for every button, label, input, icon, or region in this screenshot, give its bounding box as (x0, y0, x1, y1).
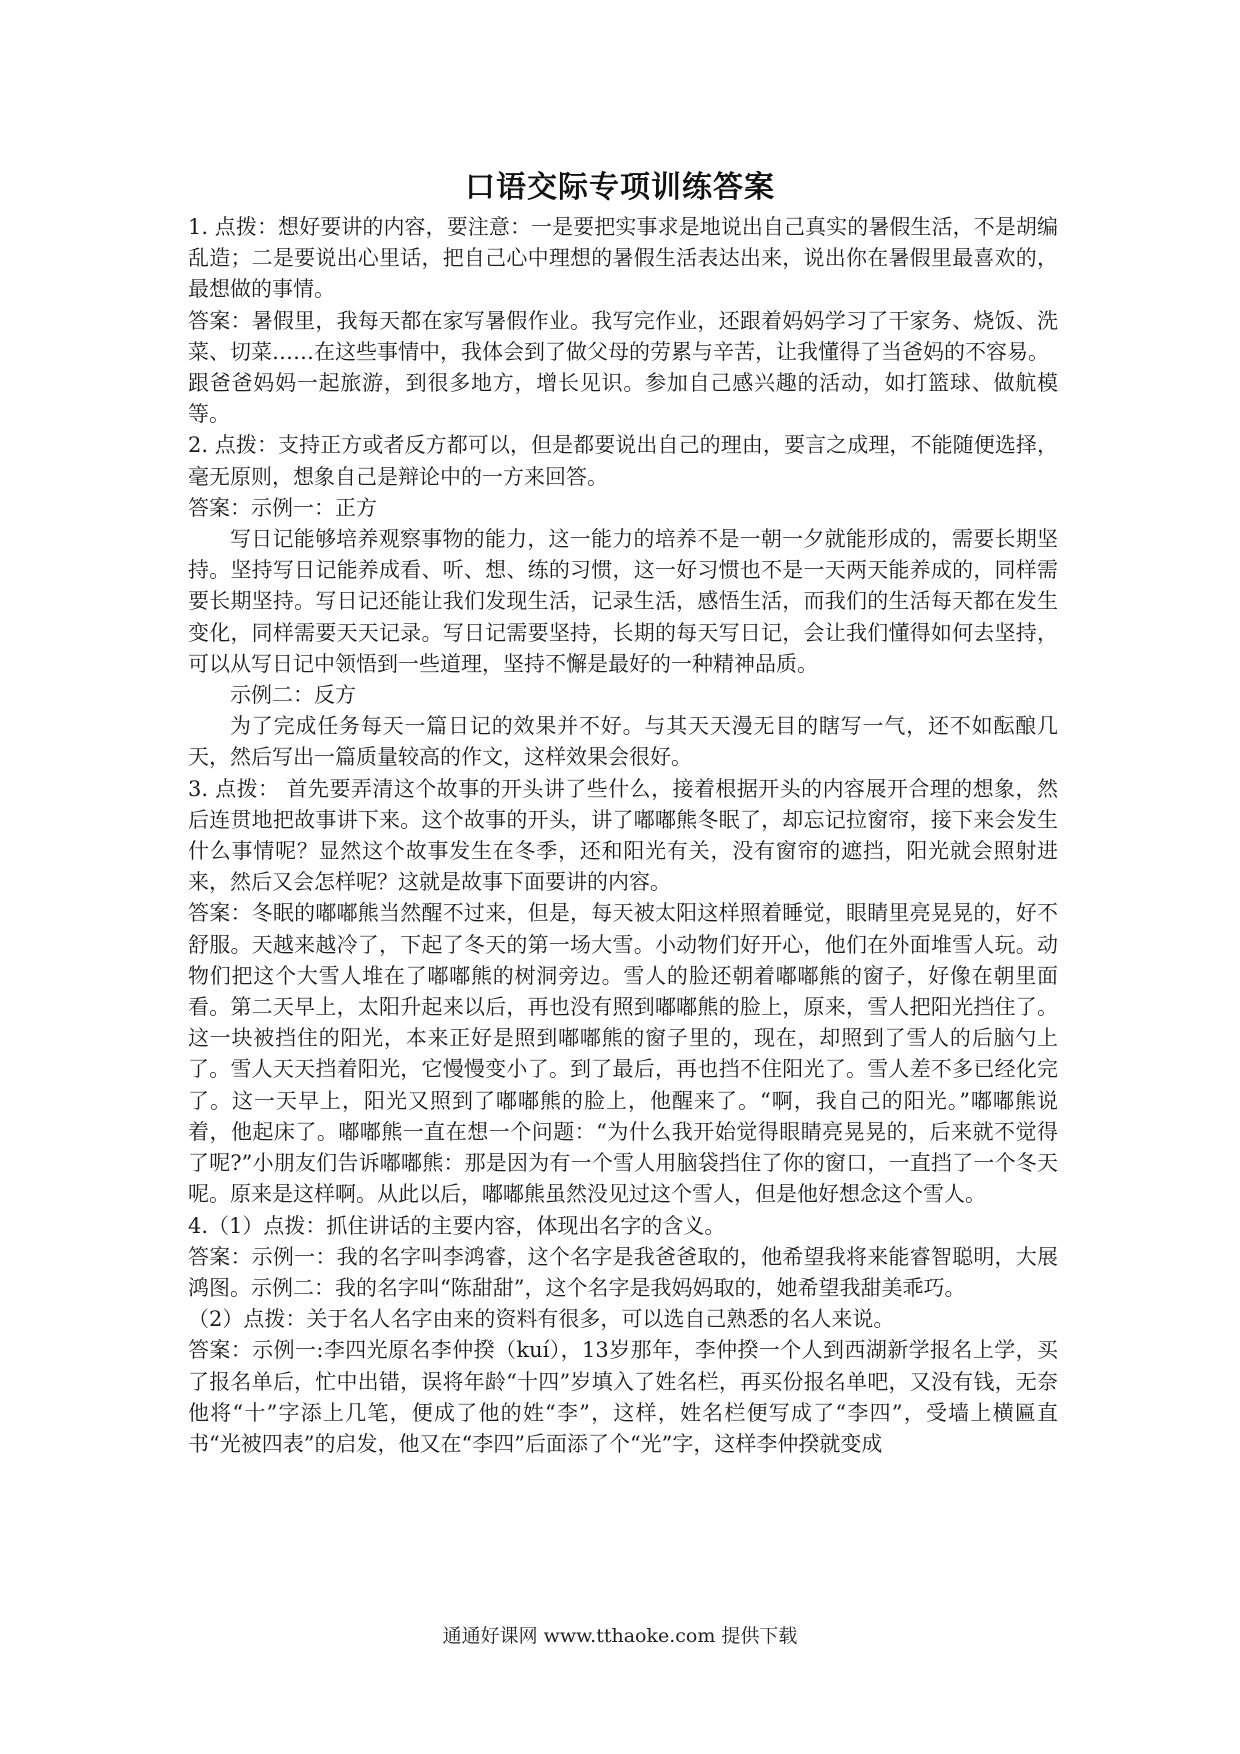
paragraph: 3. 点拨： 首先要弄清这个故事的开头讲了些什么，接着根据开头的内容展开合理的想象，然后连贯地把故事讲下来。这个故事的开头，讲了嘟嘟熊冬眠了，却忘记拉窗帘，接下来会发生什么事情呢？显然这个故事发生在冬季，还和阳光有关，没有窗帘的遮挡，阳光就会照射进来，然后又会怎样呢？这就是故事下面要讲的内容。 (188, 776, 1058, 895)
paragraph: 1. 点拨：想好要讲的内容，要注意：一是要把实事求是地说出自己真实的暑假生活，不是胡编乱造；二是要说出心里话，把自己心中理想的暑假生活表达出来，说出你在暑假里最喜欢的，最想做的事情。 (188, 215, 1058, 302)
paragraph: 答案：暑假里，我每天都在家写暑假作业。我写完作业，还跟着妈妈学习了干家务、烧饭、洗菜、切菜……在这些事情中，我体会到了做父母的劳累与辛苦，让我懂得了当爸妈的不容易。 (188, 308, 1058, 364)
paragraph: 跟爸爸妈妈一起旅游，到很多地方，增长见识。参加自己感兴趣的活动，如打篮球、做航模等。 (188, 371, 1058, 427)
page-footer: 通通好课网 www.tthaoke.com 提供下载 (442, 1625, 798, 1647)
paragraph: 为了完成任务每天一篇日记的效果并不好。与其天天漫无目的瞎写一气，还不如酝酿几天，然后写出一篇质量较高的作文，这样效果会很好。 (188, 714, 1058, 770)
paragraph: 答案：示例一：我的名字叫李鸿睿，这个名字是我爸爸取的，他希望我将来能睿智聪明，大展鸿图。示例二：我的名字叫“陈甜甜”，这个名字是我妈妈取的，她希望我甜美乖巧。 (188, 1244, 1058, 1300)
paragraph: 答案：示例一：正方 (188, 495, 377, 520)
answer-body (188, 212, 1058, 1460)
paragraph: （2）点拨：关于名人名字由来的资料有很多，可以选自己熟悉的名人来说。 (188, 1307, 895, 1332)
paragraph: 2. 点拨：支持正方或者反方都可以，但是都要说出自己的理由，要言之成理，不能随便选择，毫无原则，想象自己是辩论中的一方来回答。 (188, 433, 1058, 489)
paragraph: 4.（1）点拨：抓住讲话的主要内容，体现出名字的含义。 (188, 1213, 726, 1238)
paragraph: 示例二：反方 (230, 683, 356, 708)
paragraph: 写日记能够培养观察事物的能力，这一能力的培养不是一朝一夕就能形成的，需要长期坚持。坚持写日记能养成看、听、想、练的习惯，这一好习惯也不是一天两天能养成的，同样需要长期坚持。写日记还能让我们发现生活，记录生活，感悟生活，而我们的生活每天都在发生变化，同样需要天天记录。写日记需要坚持，长期的每天写日记，会让我们懂得如何去坚持，可以从写日记中领悟到一些道理，坚持不懈是最好的一种精神品质。 (188, 527, 1058, 676)
paragraph: 答案：冬眠的嘟嘟熊当然醒不过来，但是，每天被太阳这样照着睡觉，眼睛里亮晃晃的，好不舒服。天越来越冷了，下起了冬天的第一场大雪。小动物们好开心，他们在外面堆雪人玩。动物们把这个大雪人堆在了嘟嘟熊的树洞旁边。雪人的脸还朝着嘟嘟熊的窗子，好像在朝里面看。第二天早上，太阳升起来以后，再也没有照到嘟嘟熊的脸上，原来，雪人把阳光挡住了。这一块被挡住的阳光，本来正好是照到嘟嘟熊的窗子里的，现在，却照到了雪人的后脑勺上了。雪人天天挡着阳光，它慢慢变小了。到了最后，再也挡不住阳光了。雪人差不多已经化完了。这一天早上，阳光又照到了嘟嘟熊的脸上，他醒来了。“啊，我自己的阳光。”嘟嘟熊说着，他起床了。嘟嘟熊一直在想一个问题：“为什么我开始觉得眼睛亮晃晃的，后来就不觉得了呢?”小朋友们告诉嘟嘟熊：那是因为有一个雪人用脑袋挡住了你的窗口，一直挡了一个冬天呢。原来是这样啊。从此以后，嘟嘟熊虽然没见过这个雪人，但是他好想念这个雪人。 (188, 901, 1058, 1207)
page-title: 口语交际专项训练答案 (465, 170, 775, 205)
paragraph: 答案：示例一:李四光原名李仲揆（kuí），13岁那年，李仲揆一个人到西湖新学报名上学，买了报名单后，忙中出错，误将年龄“十四”岁填入了姓名栏，再买份报名单吧，又没有钱，无奈他将“十”字添上几笔，便成了他的姓“李”，这样，姓名栏便写成了“李四”，受墙上横匾直书“光被四表”的启发，他又在“李四”后面添了个“光”字，这样李仲揆就变成 (188, 1338, 1058, 1456)
